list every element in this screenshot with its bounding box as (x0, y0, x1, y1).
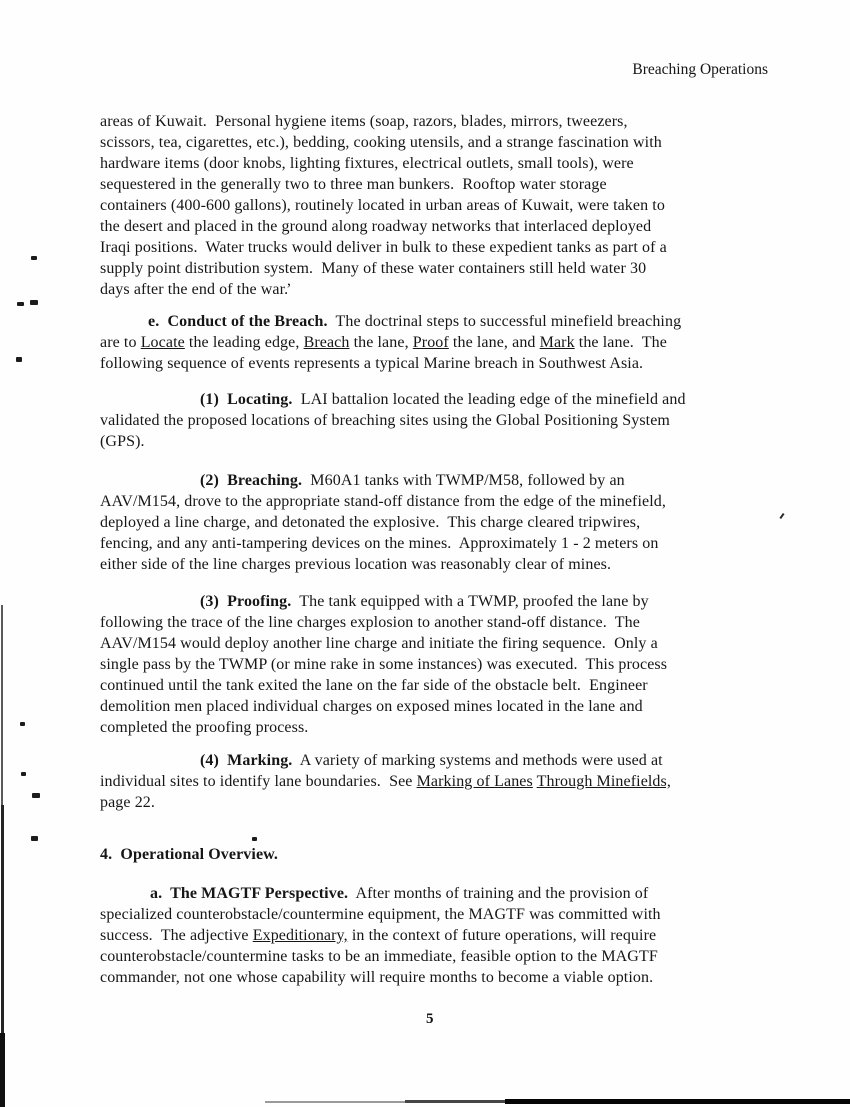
text-line: counterobstacle/countermine tasks to be an immediate, feasible option to the MAGTF (100, 948, 658, 965)
scan-speck (17, 302, 24, 306)
scan-bottom-line-artifact (265, 1101, 405, 1103)
text-line: demolition men placed individual charges on exposed mines located in the lane and (100, 698, 643, 715)
scan-speck (32, 793, 40, 798)
text-line: supply point distribution system. Many of these water containers still held water 30 (100, 260, 647, 277)
paragraph (100, 591, 667, 738)
text-line: page 22. (100, 794, 156, 811)
text-line: scissors, tea, cigarettes, etc.), bedding, cooking utensils, and a strange fascination with (100, 134, 662, 151)
paragraph (100, 750, 671, 813)
text-line: (3) Proofing. The tank equipped with a TWMP, proofed the lane by (200, 593, 649, 610)
scan-speck (31, 836, 38, 841)
text-line: deployed a line charge, and detonated the explosive. This charge cleared tripwires, (100, 514, 641, 531)
text-line: (1) Locating. LAI battalion located the leading edge of the minefield and (200, 391, 686, 408)
text-line: e. Conduct of the Breach. The doctrinal steps to successful minefield breaching (148, 313, 682, 330)
text-line: individual sites to identify lane boundaries. See Marking of Lanes Through Minefields, (100, 773, 671, 790)
text-line: days after the end of the war. (100, 281, 289, 298)
text-line: following sequence of events represents a typical Marine breach in Southwest Asia. (100, 355, 644, 372)
scan-left-edge-artifact (1, 605, 3, 805)
scan-left-edge-artifact (0, 1033, 5, 1107)
text-line: AAV/M154 would deploy another line charge and initiate the firing sequence. Only a (100, 635, 658, 652)
text-line: hardware items (door knobs, lighting fixtures, electrical outlets, small tools), were (100, 155, 634, 172)
scan-stray-comma-artifact: , (287, 272, 291, 289)
scan-speck (252, 837, 257, 841)
paragraph (100, 389, 686, 452)
scan-speck (20, 722, 25, 726)
text-line: (GPS). (100, 433, 145, 450)
paragraph (100, 844, 278, 865)
text-line: AAV/M154, drove to the appropriate stand-off distance from the edge of the minefield, (100, 493, 666, 510)
text-line: the desert and placed in the ground along roadway networks that interlaced deployed (100, 218, 652, 235)
text-line: are to Locate the leading edge, Breach the lane, Proof the lane, and Mark the lane. The (100, 334, 667, 351)
paragraph (100, 470, 666, 575)
text-line: success. The adjective Expeditionary, in the context of future operations, will require (100, 927, 657, 944)
scan-bottom-line-artifact (505, 1099, 850, 1104)
paragraph (100, 111, 667, 300)
text-line: Iraqi positions. Water trucks would deliver in bulk to these expedient tanks as part of a (100, 239, 667, 256)
text-line: (4) Marking. A variety of marking systems and methods were used at (200, 752, 663, 769)
text-line: (2) Breaching. M60A1 tanks with TWMP/M58, followed by an (200, 472, 625, 489)
scan-speck (30, 300, 38, 305)
page-number: 5 (426, 1011, 434, 1027)
running-header: Breaching Operations (632, 61, 768, 78)
scan-speck (21, 772, 26, 776)
text-line: containers (400-600 gallons), routinely located in urban areas of Kuwait, were taken to (100, 197, 665, 214)
text-line: 4. Operational Overview. (100, 846, 279, 863)
text-line: completed the proofing process. (100, 719, 309, 736)
paragraph (100, 883, 661, 988)
text-line: continued until the tank exited the lane on the far side of the obstacle belt. Engineer (100, 677, 648, 694)
scan-speck (31, 256, 37, 260)
text-line: areas of Kuwait. Personal hygiene items (soap, razors, blades, mirrors, tweezers, (100, 113, 628, 130)
paragraph (100, 311, 681, 374)
text-line: following the trace of the line charges explosion to another stand-off distance. The (100, 614, 640, 631)
scan-left-edge-artifact (1, 805, 4, 1033)
scan-bottom-line-artifact (405, 1100, 507, 1103)
scan-speck (16, 357, 22, 362)
text-line: fencing, and any anti-tampering devices on the mines. Approximately 1 - 2 meters on (100, 535, 659, 552)
text-line: commander, not one whose capability will require months to become a viable option. (100, 969, 654, 986)
text-line: sequestered in the generally two to three man bunkers. Rooftop water storage (100, 176, 607, 193)
text-line: single pass by the TWMP (or mine rake in some instances) was executed. This process (100, 656, 668, 673)
text-line: validated the proposed locations of breaching sites using the Global Positioning System (100, 412, 670, 429)
text-line: specialized counterobstacle/countermine equipment, the MAGTF was committed with (100, 906, 661, 923)
text-line: either side of the line charges previous location was reasonably clear of mines. (100, 556, 612, 573)
text-line: a. The MAGTF Perspective. After months of training and the provision of (150, 885, 649, 902)
